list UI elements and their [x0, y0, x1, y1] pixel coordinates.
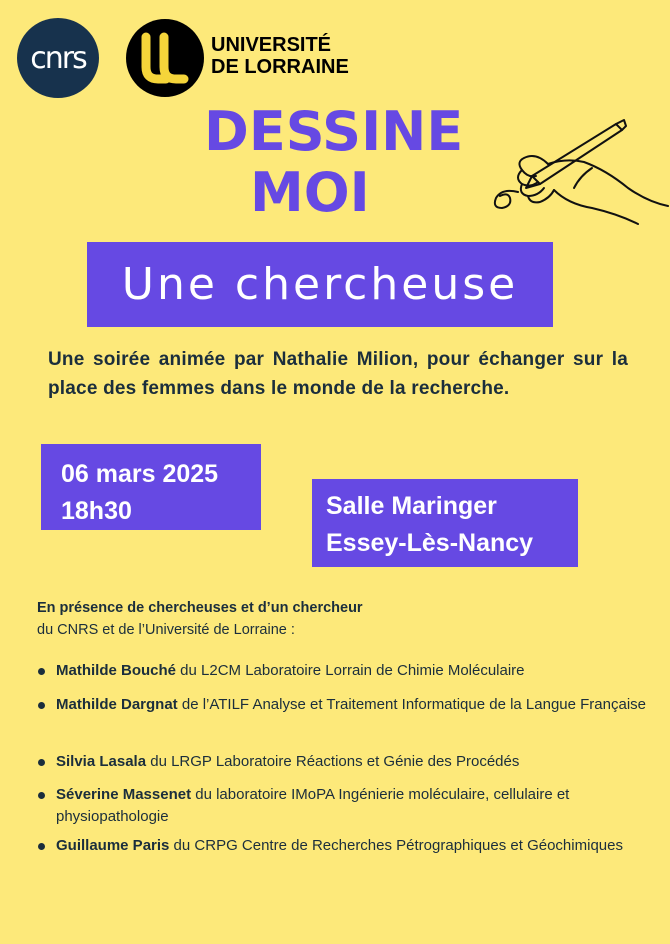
- list-item: [37, 784, 647, 828]
- bullet-icon: [38, 702, 45, 709]
- ul-logo-icon: [126, 19, 204, 97]
- bullet-icon: [38, 668, 45, 675]
- subtitle-banner: [87, 242, 553, 327]
- speaker-name: Mathilde Dargnat: [56, 696, 178, 713]
- speaker-affiliation: du LRGP Laboratoire Réactions et Génie des Procédés: [146, 753, 520, 770]
- speaker-name: Silvia Lasala: [56, 753, 147, 770]
- universite-lorraine-wordmark: [211, 34, 349, 78]
- speaker-affiliation: de l’ATILF Analyse et Traitement Informatique de la Langue Française: [177, 696, 646, 713]
- presence-line1: En présence de chercheuses et d’un chercheur: [37, 600, 363, 616]
- ul-wordmark-line1: UNIVERSITÉ: [211, 34, 332, 56]
- intro-paragraph: Une soirée animée par Nathalie Milion, pour échanger sur la place des femmes dans le monde de la recherche.: [48, 349, 628, 399]
- presence-line2: du CNRS et de l’Université de Lorraine :: [37, 622, 295, 638]
- speaker-name: Séverine Massenet: [56, 786, 192, 803]
- presence-heading: [37, 597, 363, 641]
- list-item: [37, 694, 647, 716]
- venue-box: [312, 479, 578, 567]
- event-date: 06 mars 2025: [61, 460, 219, 488]
- venue-name: Salle Maringer: [326, 492, 497, 520]
- speaker-affiliation: du laboratoire IMoPA Ingénierie moléculaire, cellulaire et physiopathologie: [56, 786, 570, 825]
- title-line1: DESSINE: [204, 100, 464, 163]
- speaker-name: Guillaume Paris: [56, 837, 170, 854]
- universite-lorraine-logo-mark: [126, 19, 204, 97]
- drawing-hand-icon: [488, 118, 670, 230]
- cnrs-logo: [17, 18, 99, 98]
- event-time: 18h30: [61, 497, 132, 525]
- bullet-icon: [38, 792, 45, 799]
- subtitle-text: Une chercheuse: [121, 259, 519, 310]
- list-item: [37, 660, 647, 682]
- title-line2: MOI: [250, 161, 370, 224]
- ul-wordmark-line2: DE LORRAINE: [211, 56, 349, 78]
- speaker-name: Mathilde Bouché: [56, 662, 177, 679]
- date-time-box: [41, 444, 261, 530]
- list-item: [37, 835, 647, 857]
- bullet-icon: [38, 843, 45, 850]
- venue-city: Essey-Lès-Nancy: [326, 529, 534, 557]
- cnrs-logo-text: cnrs: [30, 40, 86, 76]
- speaker-affiliation: du CRPG Centre de Recherches Pétrographiques et Géochimiques: [169, 837, 623, 854]
- list-item: [37, 751, 647, 773]
- bullet-icon: [38, 759, 45, 766]
- speaker-affiliation: du L2CM Laboratoire Lorrain de Chimie Moléculaire: [176, 662, 525, 679]
